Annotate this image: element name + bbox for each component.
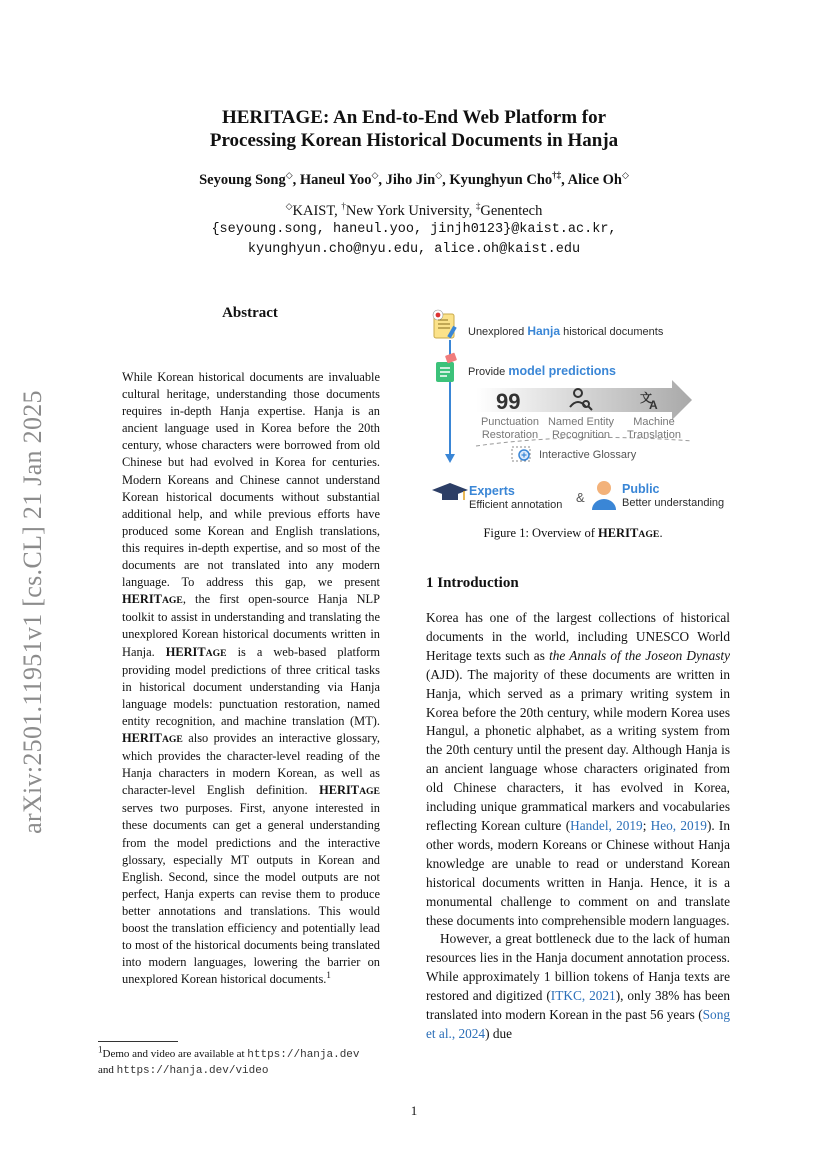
citation-link[interactable]: Heo, 2019: [650, 817, 707, 833]
author-name: Kyunghyun Cho: [449, 172, 553, 188]
author-list: [100, 172, 728, 189]
abstract-sentence: is a web-based platform providing model predictions of three critical tasks in historical document understanding via Hanja language models: punctuation restoration, named entity recognition, and machine translation (MT).: [122, 644, 380, 728]
system-name: HERITAGE: [122, 730, 183, 745]
affil-mark: ◇: [371, 170, 379, 181]
affil-mark: ◇: [285, 170, 293, 181]
affil-mark: †: [341, 201, 346, 212]
separator: ,: [442, 172, 450, 188]
citation-link[interactable]: ITKC, 2021: [550, 988, 616, 1004]
abstract-sentence: , the first open-source Hanja NLP toolkit to assist in understanding and translating the unexplored Korean historical documents written in Hanja.: [122, 592, 380, 659]
citation-link[interactable]: Handel, 2019: [570, 817, 643, 833]
task-ner: Named Entity Recognition: [547, 416, 615, 441]
separator: ,: [292, 172, 300, 188]
ampersand: &: [576, 490, 585, 505]
footnote-marker: 1: [326, 970, 331, 981]
footnote-number: 1: [98, 1044, 103, 1055]
graduation-cap-icon: [432, 483, 468, 500]
footnote: [98, 1044, 418, 1079]
figure-step-2: Provide model predictions: [468, 364, 617, 378]
paragraph: However, a great bottleneck due to the lack of human resources lies in the Hanja document annotation process. While approximately 1 billion tokens of Hanja texts are restored and digitized (ITKC, 2021), only 38% has been translated into modern Korean in the past 56 years (Song et al., 2024) due: [426, 931, 731, 1041]
title-line-1: HERITAGE: An End-to-End Web Platform for: [221, 107, 607, 128]
abstract-text: [122, 369, 380, 988]
overview-figure: [426, 306, 725, 516]
system-name: HERITAGE: [598, 526, 660, 540]
figure-caption: Figure 1: Overview of HERITAGE.: [483, 526, 663, 540]
footnote-rule: [98, 1041, 178, 1042]
abstract-sentence: While Korean historical documents are invaluable cultural heritage, understanding those documents requires in-depth Hanja expertise. Hanja is an ancient language used in Korea before the 20th century, whose characters were borrowed from old Chinese but had evolved in Korea for centuries. Modern Koreans and Chinese cannot understand Korean historical documents without substantial additional help, and while previous efforts have produced some Korean and English translations, this requires in-depth expertise, and so most of the documents are not translated into any modern language. To address this gap, we present: [122, 370, 380, 590]
glossary-label: Interactive Glossary: [539, 449, 637, 461]
quote-icon: 99: [496, 389, 521, 414]
demo-link[interactable]: https://hanja.dev: [247, 1049, 360, 1061]
affiliation-nyu: New York University,: [345, 203, 476, 219]
experts-label: Experts: [469, 484, 515, 498]
separator: ,: [378, 172, 386, 188]
task-mt: Machine Translation: [626, 416, 681, 441]
svg-text:文: 文: [640, 391, 653, 405]
affil-mark: ◇: [621, 170, 629, 181]
glossary-magnifier-icon: [512, 447, 530, 461]
footnote-text: Demo and video are available at: [102, 1048, 248, 1060]
experts-sub: Efficient annotation: [469, 499, 563, 511]
affil-mark: ◇: [285, 201, 293, 212]
affil-mark: †‡: [552, 170, 562, 181]
paragraph: Korea has one of the largest collections of historical documents in the world, including UNESCO World Heritage texts such as the Annals of the Joseon Dynasty (AJD). The majority of these documents are written in Hanja, which served as a primary writing system in Korea before the 20th century, while modern Korea uses Hangul, a phonetic alphabet, as a writing system from the 20th century until the present day. Although Hanja is an ancient language whose characters originated from old Chinese characters, it has evolved in Korea, including unique grammatical markers and vocabularies reflecting Korean culture (Handel, 2019; Heo, 2019). In other words, modern Koreans or Chinese without Hanja knowledge are unable to read or understand Korean historical documents written in Hanja. Hence, it is a monumental challenge to comment on and translate these documents into comprehensible modern languages.: [426, 610, 731, 928]
author-name: Haneul Yoo: [299, 172, 372, 188]
affiliations: [100, 203, 728, 220]
introduction-text: [426, 609, 730, 1044]
author-name: Alice Oh: [567, 172, 622, 188]
affiliation-kaist: KAIST,: [292, 203, 342, 219]
document-flag-icon: [433, 310, 457, 338]
person-icon: [592, 481, 616, 510]
author-name: Seyoung Song: [199, 172, 286, 188]
paper-title: [100, 106, 728, 152]
title-line-2: Processing Korean Historical Documents in Hanja: [209, 130, 619, 151]
abstract-sentence: serves two purposes. First, anyone interested in these documents can get a general understanding from the model predictions and the interactive glossary, especially MT outputs in Korean and English. Second, since the model outputs are not perfect, Hanja experts can revise them to produce better annotations and translations. This would boost the translation efficiency and potentially lead to most of the historical documents being translated into modern languages, lowering the barrier on unexplored Korean historical documents.: [122, 801, 380, 987]
author-name: Jiho Jin: [385, 172, 436, 188]
page-number: 1: [410, 1103, 418, 1118]
abstract-sentence: also provides an interactive glossary, which provides the character-level reading of the Hanja characters in modern Korean, as well as character-level English definition.: [122, 730, 380, 798]
public-label: Public: [622, 482, 660, 496]
flow-arrowhead: [445, 454, 455, 463]
footnote-text: and: [98, 1064, 117, 1076]
affil-mark: ‡: [475, 201, 481, 212]
system-name: HERITAGE: [319, 783, 380, 798]
video-link[interactable]: https://hanja.dev/video: [116, 1065, 269, 1077]
separator: ,: [561, 172, 568, 188]
section-heading: 1 Introduction: [426, 575, 519, 591]
figure-step-1: Unexplored Hanja historical documents: [468, 324, 664, 338]
email-line-2: kyunghyun.cho@nyu.edu, alice.oh@kaist.edu: [247, 242, 581, 257]
affiliation-genentech: Genentech: [480, 203, 543, 219]
svg-text:A: A: [649, 398, 658, 412]
email-line-1: {seyoung.song, haneul.yoo, jinjh0123}@kaist.ac.kr,: [211, 222, 617, 237]
public-sub: Better understanding: [622, 497, 725, 509]
abstract-heading: Abstract: [222, 305, 278, 321]
system-name: HERITAGE: [122, 592, 183, 607]
paper-header: [100, 106, 728, 260]
arxiv-identifier: arXiv:2501.11951v1 [cs.CL] 21 Jan 2025: [18, 390, 47, 834]
task-punctuation: Punctuation Restoration: [480, 416, 540, 441]
system-name: HERITAGE: [165, 644, 227, 659]
citation-link[interactable]: Song et al., 2024: [426, 1007, 730, 1041]
prediction-sheet-icon: [436, 353, 457, 382]
affil-mark: ◇: [435, 170, 443, 181]
